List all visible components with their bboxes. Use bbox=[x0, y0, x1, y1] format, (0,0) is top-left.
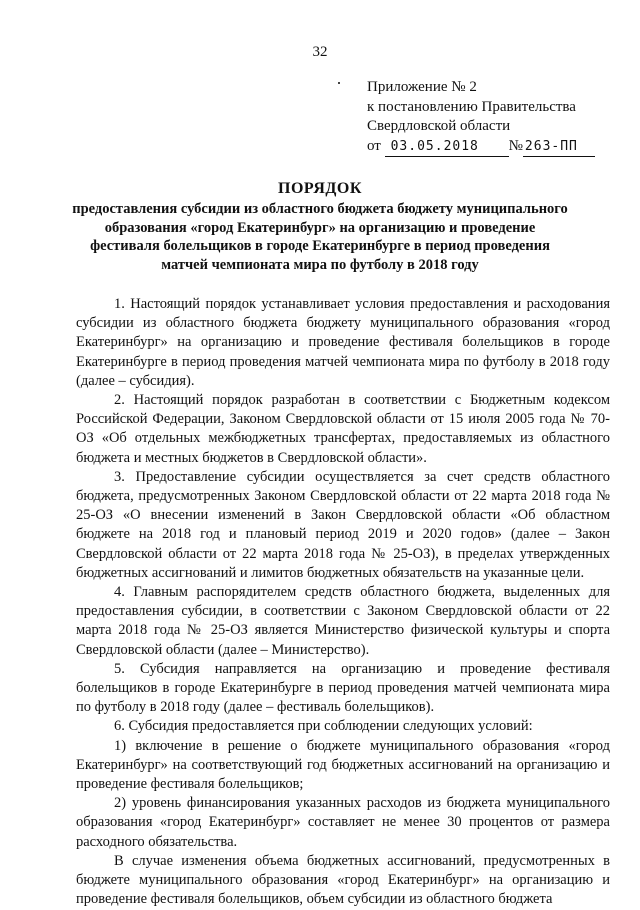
date-value: 03.05.2018 bbox=[390, 138, 479, 154]
paragraph-6-2: 2) уровень финансирования указанных расходов из бюджета муниципального образования «город Екатеринбург» составляет не менее 30 процентов от размера расходного обязательства. bbox=[76, 795, 610, 850]
appendix-line-1: Приложение № 2 bbox=[367, 79, 477, 95]
paragraph-5: 5. Субсидия направляется на организацию и проведение фестиваля болельщиков в городе Екатеринбурге в период проведения матчей чемпионата мира по футболу в 2018 году (далее – фестиваль болельщиков). bbox=[76, 660, 610, 716]
document-subtitle: предоставления субсидии из областного бюджета бюджету муниципального образования «город Екатеринбург» на организацию и проведение фестиваля болельщиков в городе Екатеринбурге в период проведения матчей чемпионата мира по футболу в 2018 году bbox=[72, 201, 568, 273]
paragraph-6: 6. Субсидия предоставляется при соблюдении следующих условий: bbox=[114, 718, 533, 735]
document-title: ПОРЯДОК bbox=[278, 180, 362, 197]
appendix-block bbox=[367, 78, 595, 157]
appendix-date-line bbox=[367, 137, 595, 158]
paragraph-1: 1. Настоящий порядок устанавливает условия предоставления и расходования субсидии из областного бюджета бюджету муниципального образования «город Екатеринбург» на организацию и проведение фестиваля болельщиков в городе Екатеринбурге в период проведения матчей чемпионата мира по футболу в 2018 году (далее – субсидия). bbox=[76, 296, 610, 389]
paragraph-7: В случае изменения объема бюджетных ассигнований, предусмотренных в бюджете муниципального образования «город Екатеринбург» на организацию и проведение фестиваля болельщиков, объем субсидии из областного бюджета bbox=[76, 852, 610, 908]
paragraph-6-1: 1) включение в решение о бюджете муниципального образования «город Екатеринбург» на соответствующий год бюджетных ассигнований на организацию и проведение фестиваля болельщиков; bbox=[76, 737, 610, 793]
date-prefix: от bbox=[367, 137, 381, 154]
page-number: 32 bbox=[312, 44, 328, 60]
scan-speck bbox=[338, 82, 340, 84]
appendix-line-2: к постановлению Правительства bbox=[367, 98, 576, 115]
number-value: 263-ПП bbox=[524, 138, 578, 154]
number-prefix: № bbox=[508, 137, 523, 154]
paragraph-2: 2. Настоящий порядок разработан в соответствии с Бюджетным кодексом Российской Федерации, Законом Свердловской области от 15 июля 2005 года № 70-ОЗ «Об отдельных межбюджетных трансфертах, предоставляемых из областного бюджета и местных бюджетов в Свердловской области». bbox=[76, 392, 610, 466]
paragraph-3: 3. Предоставление субсидии осуществляется за счет средств областного бюджета, предусмотренных Законом Свердловской области от 22 марта 2018 года № 25-ОЗ «О внесении изменений в Закон Свердловской области «Об областном бюджете на 2018 год и плановый период 2019 и 2020 годов» (далее – Закон Свердловской области от 22 марта 2018 года № 25-ОЗ), в пределах утвержденных бюджетных ассигнований и лимитов бюджетных обязательств на указанные цели. bbox=[76, 468, 610, 581]
document-body bbox=[76, 295, 610, 910]
appendix-line-3: Свердловской области bbox=[367, 118, 511, 134]
paragraph-4: 4. Главным распорядителем средств областного бюджета, выделенных для предоставления субсидии, в соответствии с Законом Свердловской области от 22 марта 2018 года № 25-ОЗ является Министерство физической культуры и спорта Свердловской области (далее – Министерство). bbox=[76, 584, 610, 658]
